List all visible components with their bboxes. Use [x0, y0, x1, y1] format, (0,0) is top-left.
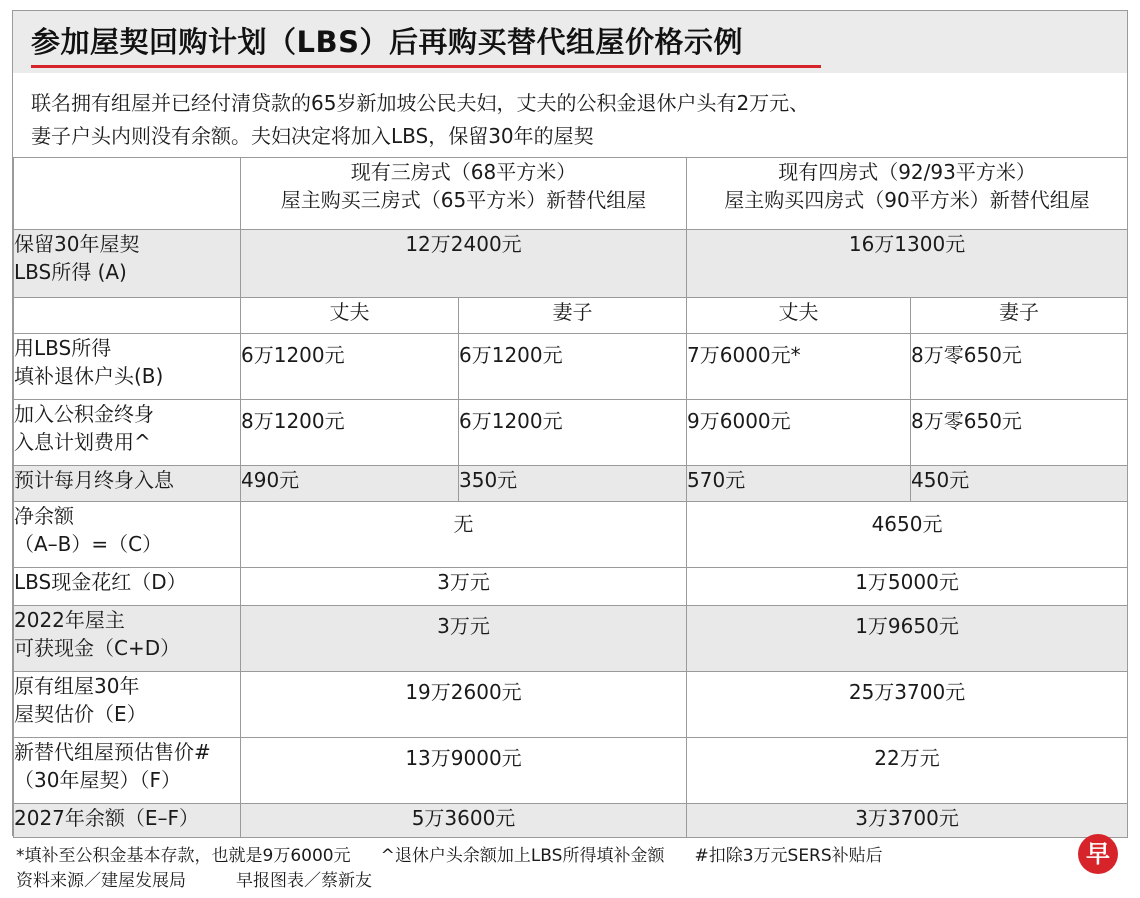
row-label-line-1: 净余额	[14, 504, 74, 528]
value-cell: 8万零650元	[911, 400, 1128, 466]
row-label: 2027年余额（E–F）	[14, 804, 241, 838]
row-label-line-1: 保留30年屋契	[14, 232, 140, 256]
value-four-room: 3万3700元	[687, 804, 1128, 838]
table-row-new-flat-price	[14, 738, 1128, 804]
persons-corner-cell	[14, 298, 241, 334]
row-label	[14, 400, 241, 466]
value-four-room: 1万5000元	[687, 568, 1128, 606]
value-cell: 8万零650元	[911, 334, 1128, 400]
row-label	[14, 502, 241, 568]
value-three-room: 3万元	[241, 606, 687, 672]
table-row-cash-bonus	[14, 568, 1128, 606]
value-cell: 570元	[687, 466, 911, 502]
table-row-balance-2027	[14, 804, 1128, 838]
header-row	[14, 158, 1128, 230]
row-label-line-1: 用LBS所得	[14, 336, 112, 360]
row-label-line-2: （A–B）=（C）	[14, 532, 163, 556]
row-label: 预计每月终身入息	[14, 466, 241, 502]
row-label	[14, 334, 241, 400]
row-label	[14, 672, 241, 738]
value-cell: 490元	[241, 466, 459, 502]
value-cell: 450元	[911, 466, 1128, 502]
row-label	[14, 606, 241, 672]
value-four-room: 25万3700元	[687, 672, 1128, 738]
value-four-room: 1万9650元	[687, 606, 1128, 672]
value-three-room: 3万元	[241, 568, 687, 606]
row-label-line-2: 填补退休户头(B)	[14, 364, 164, 388]
zaobao-logo-icon: 早	[1078, 834, 1118, 874]
value-cell: 6万1200元	[459, 400, 687, 466]
table-row-valuation	[14, 672, 1128, 738]
person-husband: 丈夫	[241, 298, 459, 334]
table-row-lbs-proceeds	[14, 230, 1128, 298]
row-label-line-2: 入息计划费用^	[14, 430, 151, 454]
page-title: 参加屋契回购计划（LBS）后再购买替代组屋价格示例	[31, 25, 743, 59]
row-label-line-1: 加入公积金终身	[14, 402, 154, 426]
value-three-room: 无	[241, 502, 687, 568]
table-row-persons	[14, 298, 1128, 334]
table-row-net-balance	[14, 502, 1128, 568]
value-cell: 9万6000元	[687, 400, 911, 466]
comparison-table	[13, 157, 1128, 838]
header-three-room-line-2: 屋主购买三房式（65平方米）新替代组屋	[280, 188, 647, 212]
header-four-room-line-1: 现有四房式（92/93平方米）	[778, 160, 1036, 184]
row-label-line-1: 新替代组屋预估售价#	[14, 740, 211, 764]
footnote-basic-retirement: *填补至公积金基本存款，也就是9万6000元	[16, 846, 351, 866]
person-husband: 丈夫	[687, 298, 911, 334]
row-label-line-2: （30年屋契）（F）	[14, 768, 181, 792]
row-label-line-2: 可获现金（C+D）	[14, 636, 181, 660]
value-cell: 8万1200元	[241, 400, 459, 466]
value-cell: 6万1200元	[241, 334, 459, 400]
value-cell: 7万6000元*	[687, 334, 911, 400]
value-three-room: 5万3600元	[241, 804, 687, 838]
value-four-room: 4650元	[687, 502, 1128, 568]
value-three-room: 19万2600元	[241, 672, 687, 738]
graphic-credit: 早报图表／蔡新友	[236, 871, 372, 891]
header-three-room-line-1: 现有三房式（68平方米）	[350, 160, 577, 184]
value-three-room: 12万2400元	[241, 230, 687, 298]
header-three-room	[241, 158, 687, 230]
table-row-topup	[14, 334, 1128, 400]
table-row-cpf-life	[14, 400, 1128, 466]
value-cell: 6万1200元	[459, 334, 687, 400]
row-label	[14, 230, 241, 298]
footnote-line-2	[16, 869, 883, 894]
header-four-room-line-2: 屋主购买四房式（90平方米）新替代组屋	[724, 188, 1090, 212]
value-four-room: 16万1300元	[687, 230, 1128, 298]
value-cell: 350元	[459, 466, 687, 502]
value-three-room: 13万9000元	[241, 738, 687, 804]
intro-text	[31, 87, 809, 153]
source-credit: 资料来源／建屋发展局	[16, 871, 186, 891]
row-label-line-1: 2022年屋主	[14, 608, 125, 632]
row-label-line-2: LBS所得 (A)	[14, 260, 127, 284]
header-four-room	[687, 158, 1128, 230]
footnote-sers-grant: #扣除3万元SERS补贴后	[694, 846, 883, 866]
table-row-cash-total	[14, 606, 1128, 672]
row-label-line-2: 屋契估价（E）	[14, 702, 147, 726]
header-corner-cell	[14, 158, 241, 230]
row-label	[14, 738, 241, 804]
table-row-monthly-payout	[14, 466, 1128, 502]
footnote-line-1	[16, 844, 883, 869]
footnotes	[16, 844, 883, 894]
person-wife: 妻子	[459, 298, 687, 334]
footnote-account-balance: ^退休户头余额加上LBS所得填补金额	[380, 846, 665, 866]
intro-line-2: 妻子户头内则没有余额。夫妇决定将加入LBS，保留30年的屋契	[31, 124, 594, 148]
person-wife: 妻子	[911, 298, 1128, 334]
infographic-frame	[12, 10, 1128, 836]
value-four-room: 22万元	[687, 738, 1128, 804]
row-label-line-1: 原有组屋30年	[14, 674, 140, 698]
intro-line-1: 联名拥有组屋并已经付清贷款的65岁新加坡公民夫妇，丈夫的公积金退休户头有2万元、	[31, 91, 810, 115]
title-underline	[31, 65, 821, 68]
row-label: LBS现金花红（D）	[14, 568, 241, 606]
